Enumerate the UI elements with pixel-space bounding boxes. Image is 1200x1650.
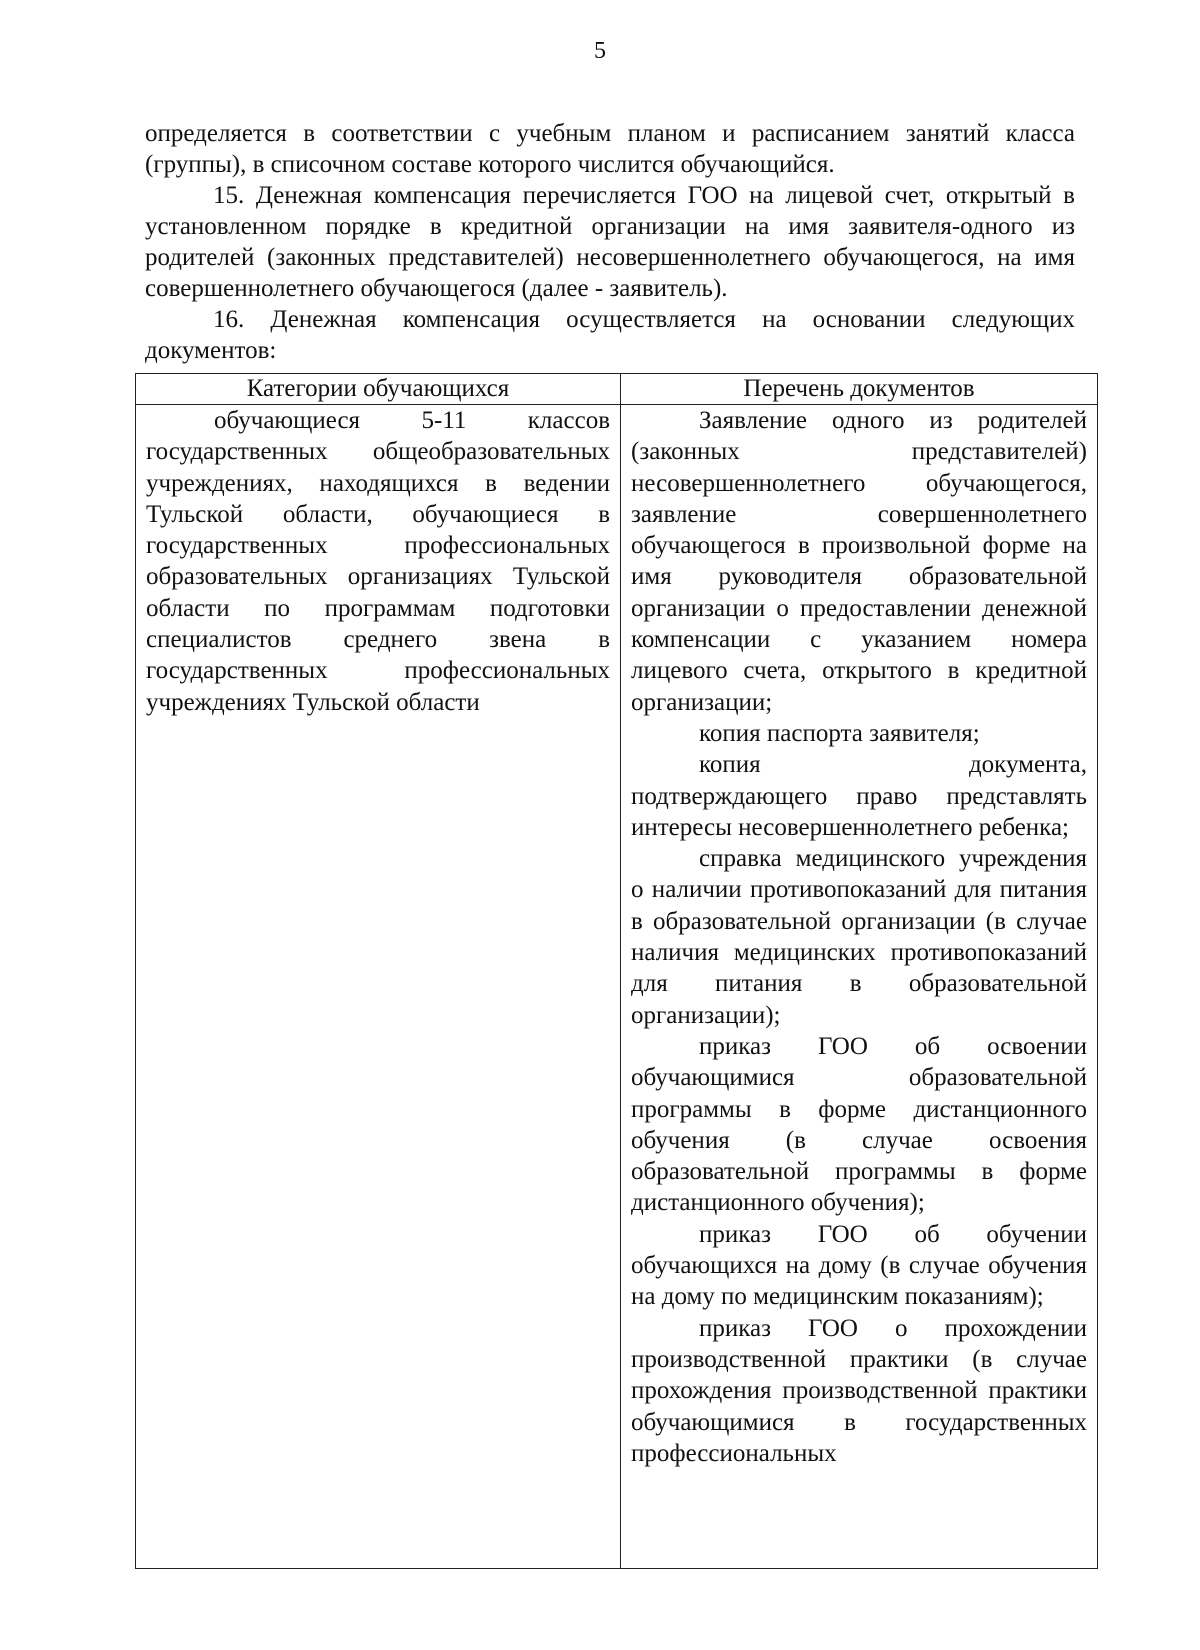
document-item: копия паспорта заявителя;: [699, 719, 980, 747]
header-categories: Категории обучающихся: [136, 374, 621, 405]
table-header-row: [136, 374, 1098, 405]
table-row: [136, 405, 1098, 1569]
category-text: обучающиеся 5-11 классов государственных общеобразовательных учреждениях, находящихся в ведении Тульской области, обучающиеся в государственных профессиональных образовательных организациях Тульской области по программам подготовки специалистов среднего звена в государственных профессиональных учреждениях Тульской области: [146, 407, 610, 716]
document-item: Заявление одного из родителей (законных представителей) несовершеннолетнего обучающегося, заявление совершеннолетнего обучающегося в произвольной форме на имя руководителя образовательной организации о предоставлении денежной компенсации с указанием номера лицевого счета, открытого в кредитной организации;: [631, 407, 1087, 716]
categories-cell: [136, 405, 621, 1569]
paragraph-16: 16. Денежная компенсация осуществляется на основании следующих документов:: [145, 306, 1075, 364]
document-item: приказ ГОО об освоении обучающимися образовательной программы в форме дистанционного обучения (в случае освоения образовательной программы в форме дистанционного обучения);: [631, 1032, 1087, 1217]
paragraph-15: 15. Денежная компенсация перечисляется ГОО на лицевой счет, открытый в установленном порядке в кредитной организации на имя заявителя-одного из родителей (законных представителей) несовершеннолетнего обучающегося, на имя совершеннолетнего обучающегося (далее - заявитель).: [145, 182, 1075, 302]
paragraph-continuation: определяется в соответствии с учебным планом и расписанием занятий класса (группы), в списочном составе которого числится обучающийся.: [145, 120, 1075, 178]
document-item: копия документа, подтверждающего право представлять интересы несовершеннолетнего ребенка;: [631, 751, 1087, 841]
page-number: 5: [594, 38, 606, 64]
document-item: приказ ГОО о прохождении производственной практики (в случае прохождения производственной практики обучающимися в государственных профессиональных: [631, 1314, 1087, 1467]
documents-table: [135, 373, 1098, 1569]
document-item: приказ ГОО об обучении обучающихся на дому (в случае обучения на дому по медицинским показаниям);: [631, 1220, 1087, 1311]
header-documents: Перечень документов: [621, 374, 1098, 405]
document-item: справка медицинского учреждения о наличии противопоказаний для питания в образовательной организации (в случае наличия медицинских противопоказаний для питания в образовательной организации);: [631, 845, 1087, 1029]
documents-cell: [621, 405, 1098, 1569]
document-body: [145, 118, 1075, 366]
